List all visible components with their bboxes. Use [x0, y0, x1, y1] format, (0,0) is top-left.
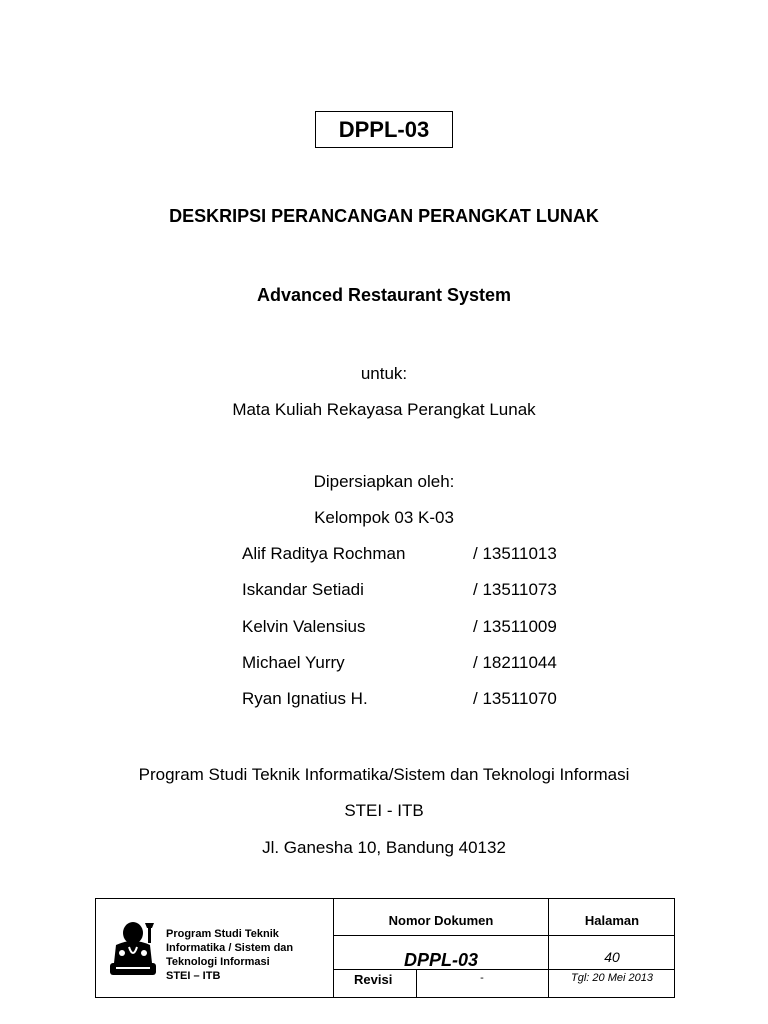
document-date: Tgl: 20 Mei 2013	[571, 972, 653, 984]
member-name: Alif Raditya Rochman	[242, 544, 406, 563]
program-line: STEI – ITB	[166, 970, 221, 982]
footer-document-code: DPPL-03	[403, 950, 479, 970]
program-text-block	[166, 927, 331, 983]
for-label: untuk:	[360, 364, 408, 383]
member-name: Ryan Ignatius H.	[242, 689, 368, 708]
member-nim: / 18211044	[473, 653, 557, 672]
member-nim: / 13511073	[473, 580, 557, 599]
course-name: Mata Kuliah Rekayasa Perangkat Lunak	[232, 400, 536, 419]
program-line: Informatika / Sistem dan	[166, 942, 294, 954]
program-line: Program Studi Teknik	[166, 928, 279, 940]
program-line: Teknologi Informasi	[166, 956, 270, 968]
member-name: Iskandar Setiadi	[242, 580, 364, 599]
group-name: Kelompok 03 K-03	[314, 508, 454, 527]
address: Jl. Ganesha 10, Bandung 40132	[262, 838, 506, 857]
member-name: Kelvin Valensius	[242, 617, 366, 636]
prepared-by-label: Dipersiapkan oleh:	[313, 472, 455, 491]
member-nim: / 13511070	[473, 689, 557, 708]
footer-table	[95, 898, 675, 998]
member-nim: / 13511013	[473, 544, 557, 563]
member-name: Michael Yurry	[242, 653, 345, 672]
table-divider	[333, 935, 674, 936]
document-title: DESKRIPSI PERANCANGAN PERANGKAT LUNAK	[169, 206, 599, 226]
member-nim: / 13511009	[473, 617, 557, 636]
revisi-label: Revisi	[354, 972, 393, 987]
nomor-dokumen-label: Nomor Dokumen	[388, 913, 494, 928]
itb-ganesha-logo-icon	[108, 919, 158, 979]
halaman-label: Halaman	[584, 913, 640, 928]
document-code: DPPL-03	[315, 111, 453, 148]
faculty-name: STEI - ITB	[344, 801, 424, 820]
program-name: Program Studi Teknik Informatika/Sistem dan Teknologi Informasi	[138, 765, 630, 784]
page-number: 40	[604, 949, 620, 965]
project-name: Advanced Restaurant System	[256, 285, 512, 305]
revisi-value: -	[480, 972, 484, 984]
